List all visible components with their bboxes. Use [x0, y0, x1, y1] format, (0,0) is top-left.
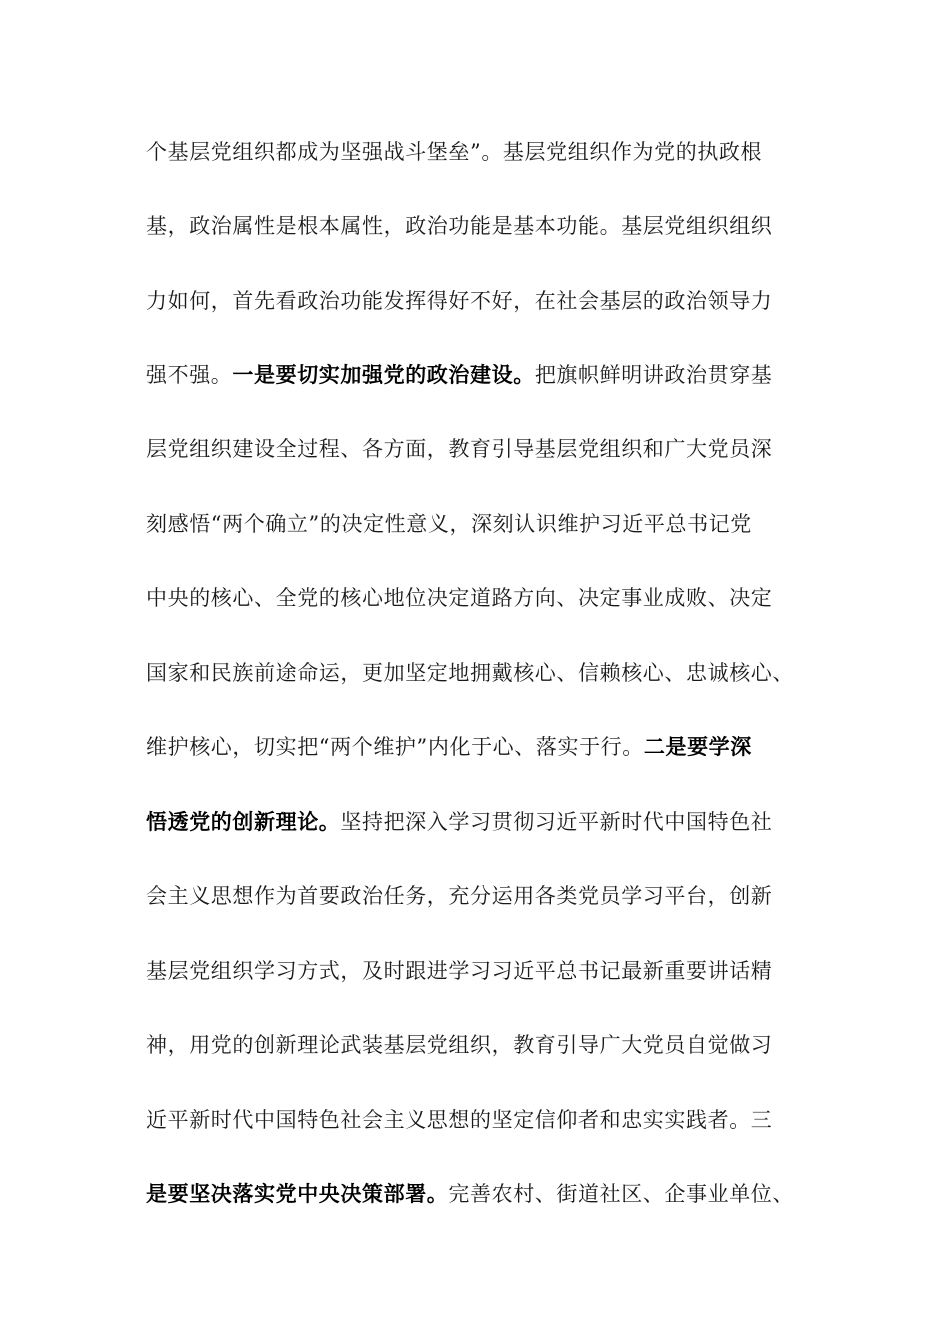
text-segment: 层党组织建设全过程、各方面，教育引导基层党组织和广大党员深: [146, 437, 773, 461]
text-segment: 会主义思想作为首要政治任务，充分运用各类党员学习平台，创新: [146, 884, 773, 908]
text-segment: 完善农村、街道社区、企事业单位、: [448, 1182, 795, 1206]
text-segment: 个基层党组织都成为坚强战斗堡垒”。基层党组织作为党的执政根: [146, 140, 763, 164]
text-segment: 坚持把深入学习贯彻习近平新时代中国特色社: [340, 810, 773, 834]
text-segment: 力如何，首先看政治功能发挥得好不好，在社会基层的政治领导力: [146, 289, 773, 313]
bold-heading-segment: 二是要学深: [643, 734, 752, 759]
text-line: [146, 578, 772, 618]
text-line: [146, 355, 772, 395]
text-line: [146, 653, 794, 693]
text-line: [146, 504, 752, 544]
text-line: [146, 802, 772, 842]
text-segment: 基，政治属性是根本属性，政治功能是基本功能。基层党组织组织: [146, 214, 773, 238]
text-segment: 国家和民族前途命运，更加坚定地拥戴核心、信赖核心、忠诚核心、: [146, 661, 794, 685]
text-line: [146, 1174, 794, 1214]
text-line: [146, 1025, 772, 1065]
text-line: [146, 1100, 772, 1140]
text-segment: 刻感悟“两个确立”的决定性意义，深刻认识维护习近平总书记党: [146, 512, 752, 536]
text-line: [146, 132, 762, 172]
text-line: [146, 206, 772, 246]
text-segment: 基层党组织学习方式，及时跟进学习习近平总书记最新重要讲话精: [146, 959, 773, 983]
text-segment: 中央的核心、全党的核心地位决定道路方向、决定事业成败、决定: [146, 586, 773, 610]
text-line: [146, 727, 752, 767]
text-line: [146, 281, 772, 321]
text-line: [146, 876, 772, 916]
text-segment: 近平新时代中国特色社会主义思想的坚定信仰者和忠实实践者。三: [146, 1108, 773, 1132]
text-line: [146, 429, 772, 469]
text-segment: 维护核心，切实把“两个维护”内化于心、落实于行。: [146, 735, 644, 759]
bold-heading-segment: 一是要切实加强党的政治建设。: [232, 362, 535, 387]
text-segment: 把旗帜鲜明讲政治贯穿基: [534, 363, 773, 387]
text-segment: 神，用党的创新理论武装基层党组织，教育引导广大党员自觉做习: [146, 1033, 773, 1057]
text-line: [146, 951, 772, 991]
bold-heading-segment: 是要坚决落实党中央决策部署。: [146, 1181, 449, 1206]
bold-heading-segment: 悟透党的创新理论。: [146, 809, 341, 834]
text-segment: 强不强。: [146, 363, 233, 387]
